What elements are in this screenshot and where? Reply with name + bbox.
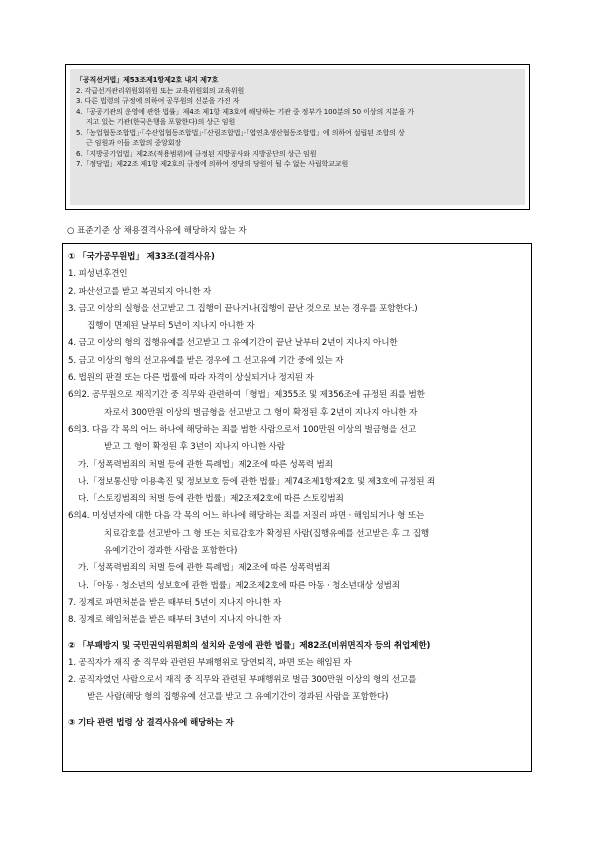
section1-line: 유예기간이 경과한 사람을 포함한다) [104, 546, 238, 557]
section1-line: 1. 피성년후견인 [68, 269, 128, 280]
legal-box-line: 4.「공공기관의 운영에 관한 법률」제4조 제1항 제3호에 해당하는 기관 중 정부가 100분의 50 이상의 지분을 가 [76, 107, 415, 116]
section1-line: 치료감호를 선고받아 그 형 또는 치료감호가 확정된 사람(집행유예를 선고받은 후 그 집행 [104, 528, 430, 539]
section1-line: 6. 법원의 판결 또는 다른 법률에 따라 자격이 상실되거나 정지된 자 [68, 373, 314, 384]
legal-reference-box [65, 64, 530, 210]
section1-subitem: 가.「성폭력범죄의 처벌 등에 관한 특례법」제2조에 따른 성폭력 범죄 [78, 459, 333, 470]
section1-subitem: 나.「아동 · 청소년의 성보호에 관한 법률」제2조제2호에 따른 아동 · 청소년대상 성범죄 [78, 580, 400, 591]
legal-box-line: 2. 각급선거관리위원회위원 또는 교육위원회의 교육위원 [76, 86, 245, 95]
section2-line: 받은 사람(해당 형의 집행유예 선고를 받고 그 유예기간이 경과된 사람을 포함한다) [87, 692, 389, 703]
legal-box-line: 6.「지방공기업법」제2조(적용범위)에 규정된 지방공사와 지방공단의 상근 임원 [76, 149, 317, 158]
section1-title: ① 「국가공무원법」 제33조(결격사유) [68, 252, 215, 262]
section1-line: 6의4. 미성년자에 대한 다음 각 목의 어느 하나에 해당하는 죄를 저질러 파면 · 해임되거나 형 또는 [68, 511, 425, 522]
section1-line: 집행이 면제된 날부터 5년이 지나지 아니한 자 [87, 321, 255, 332]
legal-box-line: 5.「농업협동조합법」·「수산업협동조합법」·「산림조합법」·「엽연초생산협동조합법」에 의하여 설립된 조합의 상 [76, 128, 405, 137]
disqualification-box [62, 243, 532, 772]
section1-subitem: 다.「스토킹범죄의 처벌 등에 관한 법률」제2조제2호에 따른 스토킹범죄 [78, 494, 344, 505]
section1-line: 3. 금고 이상의 실형을 선고받고 그 집행이 끝나거나(집행이 끝난 것으로 보는 경우를 포함한다.) [68, 303, 418, 314]
legal-box-line: 7.「정당법」제22조 제1항 제2호의 규정에 의하여 정당의 당원이 될 수 없는 사립학교교원 [76, 160, 349, 168]
section1-subitem: 가.「성폭력범죄의 처벌 등에 관한 특례법」제2조에 따른 성폭력범죄 [78, 563, 331, 574]
section1-line: 받고 그 형이 확정된 후 3년이 지나지 아니한 사람 [104, 442, 285, 453]
section1-line: 4. 금고 이상의 형의 집행유예를 선고받고 그 유예기간이 끝난 날부터 2년이 지나지 아니한 [68, 338, 398, 349]
section2-title: ② 「부패방지 및 국민권익위원회의 설치와 운영에 관한 법률」제82조(비위면직자 등의 취업제한) [68, 640, 431, 651]
section-gap [68, 707, 531, 715]
standard-criteria-note: ○ 표준기준 상 채용결격사유에 해당하지 않는 자 [67, 226, 247, 236]
legal-box-line: 3. 다른 법령의 규정에 의하여 공무원의 신분을 가진 자 [76, 97, 240, 105]
section1-subitem: 나.「정보통신망 이용촉진 및 정보보호 등에 관한 법률」제74조제1항제2호 및 제3호에 규정된 죄 [78, 476, 436, 487]
section1-line: 8. 징계로 해임처분을 받은 때부터 3년이 지나지 아니한 자 [68, 615, 282, 626]
legal-box-heading: 「공직선거법」제53조제1항제2호 내지 제7호 [76, 76, 219, 84]
legal-box-line: 지고 있는 기관(한국은행을 포함한다)의 상근 임원 [86, 118, 236, 126]
section1-line: 6의3. 다음 각 목의 어느 하나에 해당하는 죄를 범한 사람으로서 100만원 이상의 벌금형을 선고 [68, 424, 417, 435]
section1-line: 6의2. 공무원으로 재직기간 중 직무와 관련하여「형법」제355조 및 제356조에 규정된 죄를 범한 [68, 390, 425, 401]
section2-line: 2. 공직자였던 사람으로서 재직 중 직무와 관련된 부패행위로 벌금 300만원 이상의 형의 선고를 [68, 675, 417, 686]
section1-line: 2. 파산선고를 받고 복권되지 아니한 자 [68, 286, 212, 297]
section-gap [68, 630, 531, 638]
section3-title: ③ 기타 관련 법령 상 결격사유에 해당하는 자 [68, 717, 234, 728]
section1-line: 자로서 300만원 이상의 벌금형을 선고받고 그 형이 확정된 후 2년이 지나지 아니한 자 [104, 407, 418, 418]
legal-box-line: 근 임원과 이들 조합의 중앙회장 [86, 139, 182, 147]
section2-line: 1. 공직자가 재직 중 직무와 관련된 부패행위로 당연퇴직, 파면 또는 해임된 자 [68, 657, 352, 668]
legal-reference-box-inner [70, 69, 525, 205]
section1-line: 7. 징계로 파면처분을 받은 때부터 5년이 지나지 아니한 자 [68, 597, 282, 608]
section1-line: 5. 금고 이상의 형의 선고유예를 받은 경우에 그 선고유예 기간 중에 있는 자 [68, 355, 344, 366]
